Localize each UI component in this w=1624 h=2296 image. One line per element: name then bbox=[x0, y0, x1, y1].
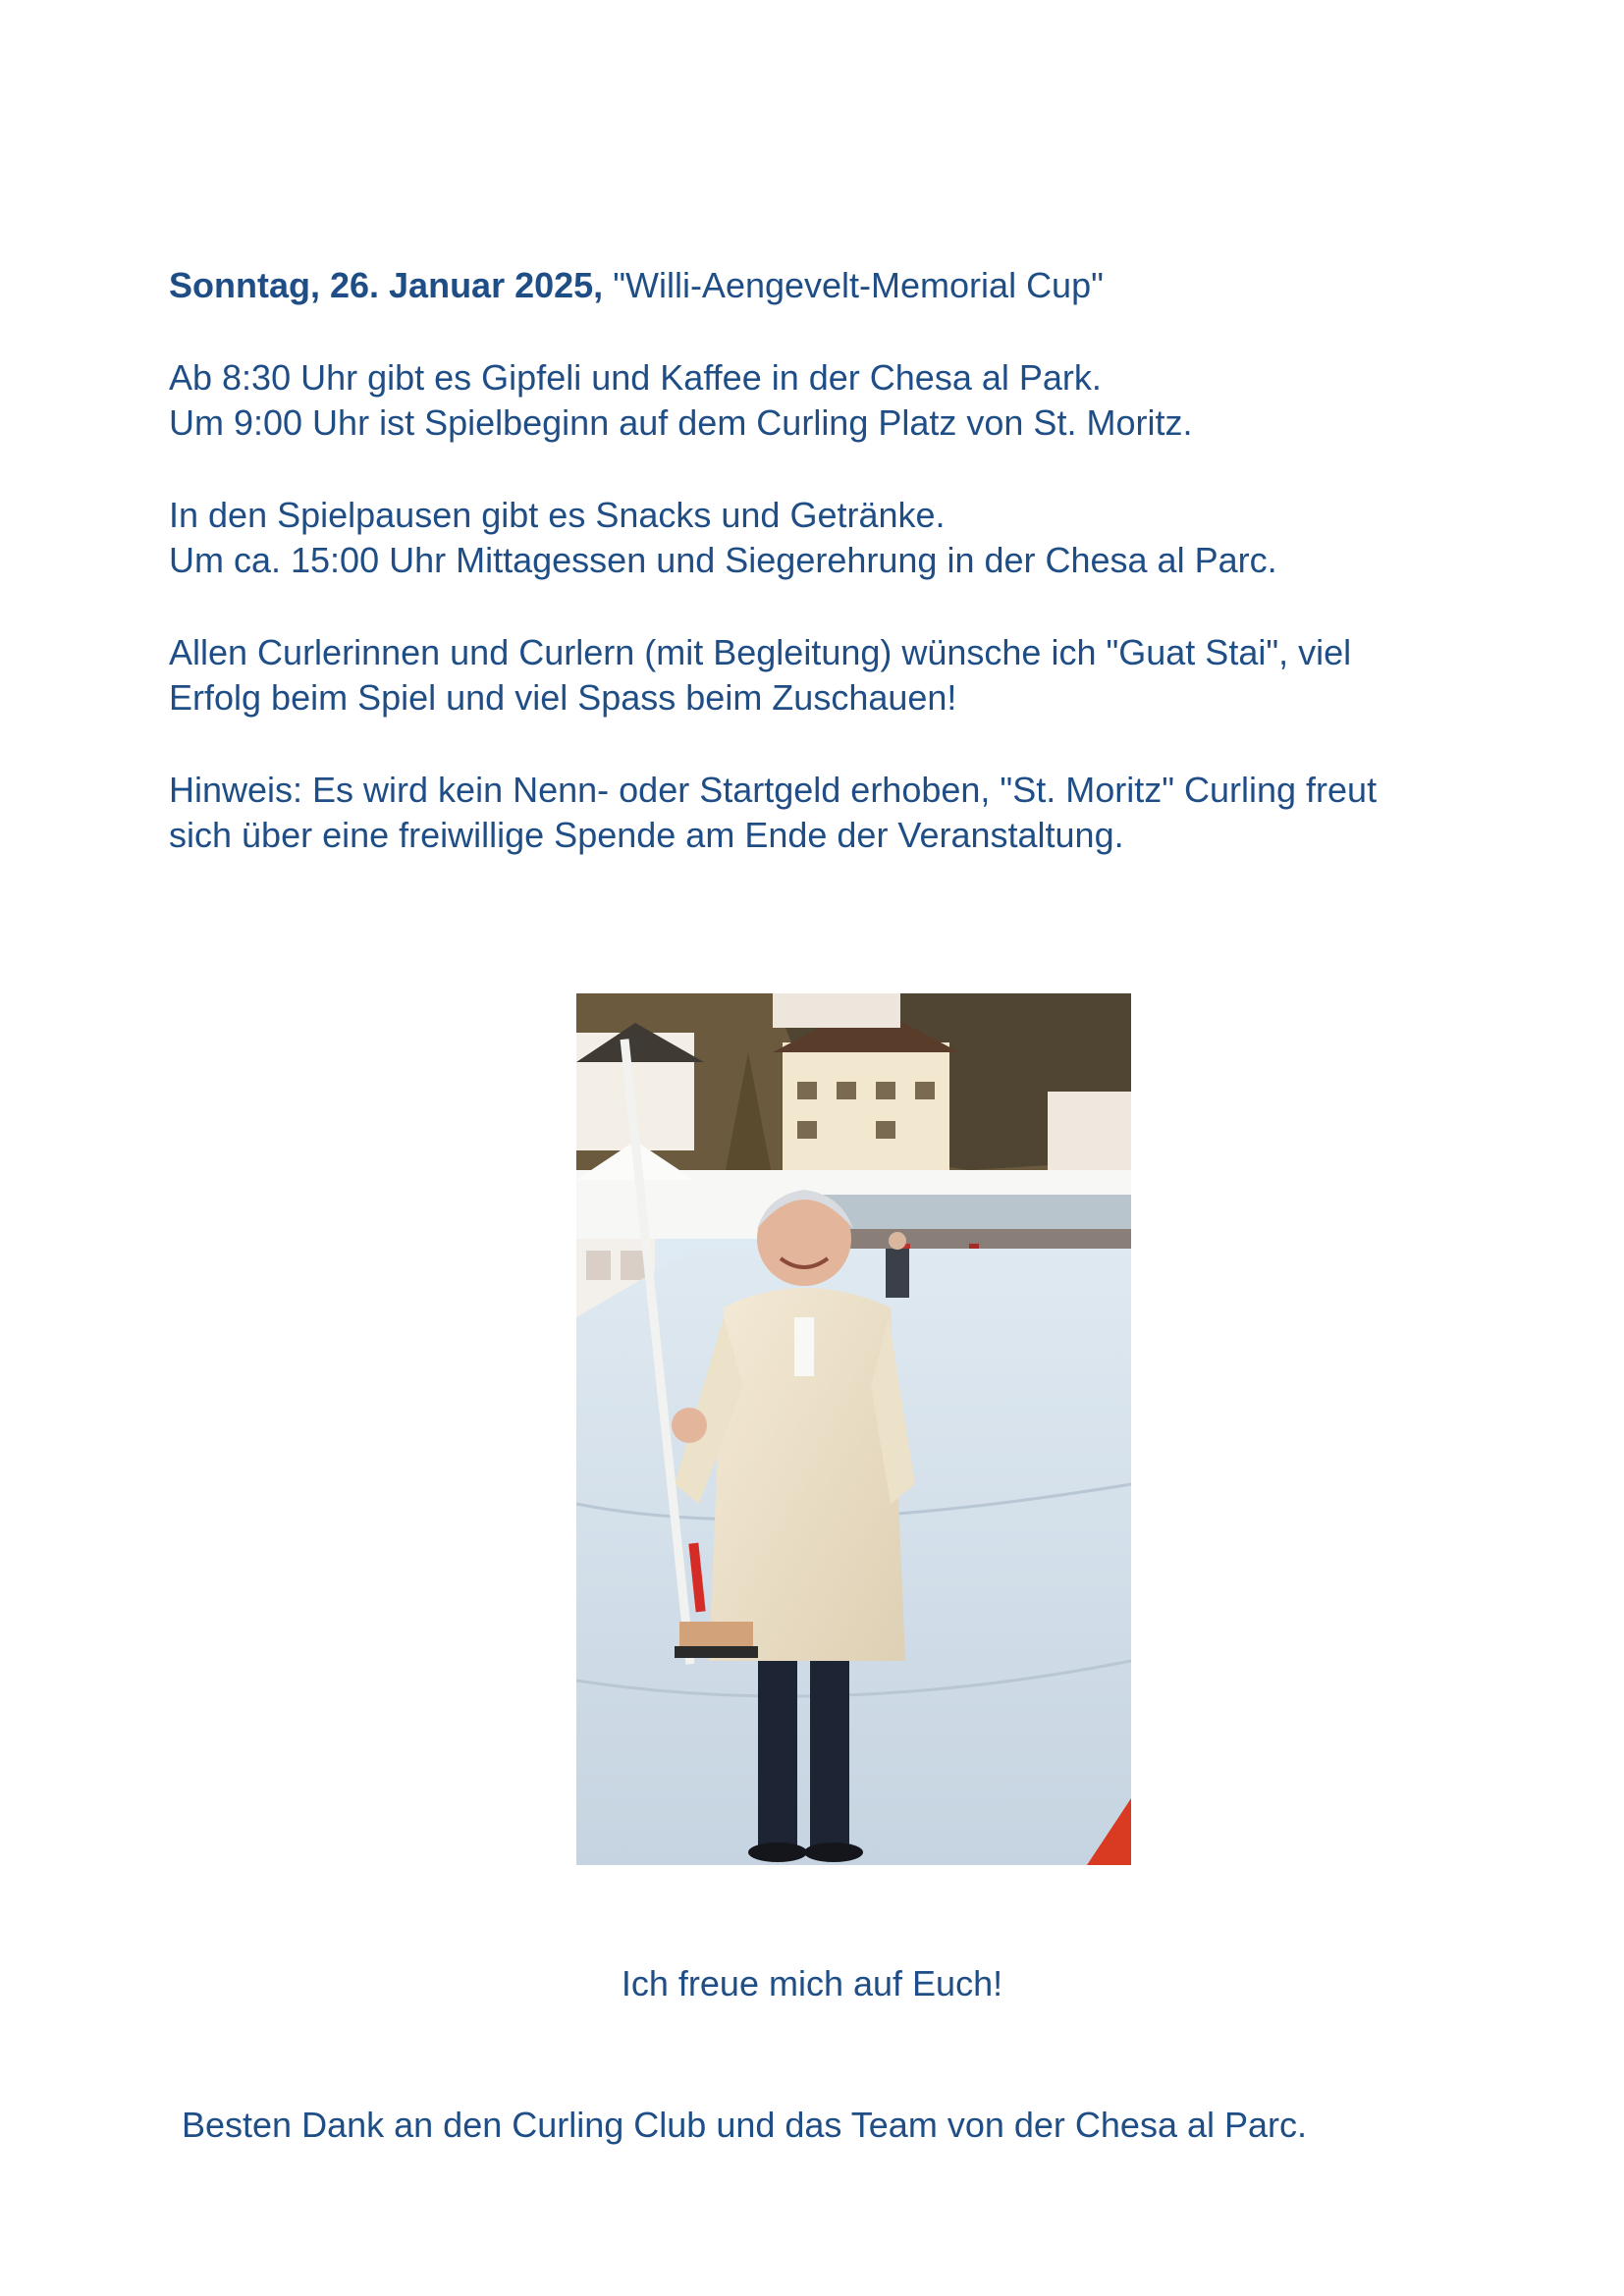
breaks-paragraph bbox=[169, 493, 1485, 583]
schedule-line-2: Um 9:00 Uhr ist Spielbeginn auf dem Curling Platz von St. Moritz. bbox=[169, 402, 1193, 443]
greeting-line-1: Allen Curlerinnen und Curlern (mit Begleitung) wünsche ich "Guat Stai", viel bbox=[169, 632, 1352, 672]
thanks-line: Besten Dank an den Curling Club und das Team von der Chesa al Parc. bbox=[182, 2105, 1308, 2145]
closing-line: Ich freue mich auf Euch! bbox=[621, 1963, 1003, 2003]
note-line-2: sich über eine freiwillige Spende am Ende der Veranstaltung. bbox=[169, 815, 1124, 855]
schedule-line-1: Ab 8:30 Uhr gibt es Gipfeli und Kaffee in der Chesa al Park. bbox=[169, 357, 1102, 398]
event-name: "Willi-Aengevelt-Memorial Cup" bbox=[603, 265, 1104, 305]
curler-photo bbox=[576, 993, 1131, 1865]
breaks-line-1: In den Spielpausen gibt es Snacks und Getränke. bbox=[169, 495, 946, 535]
greeting-paragraph bbox=[169, 630, 1485, 721]
event-heading bbox=[169, 263, 1485, 308]
greeting-line-2: Erfolg beim Spiel und viel Spass beim Zuschauen! bbox=[169, 677, 957, 718]
note-paragraph bbox=[169, 768, 1485, 858]
note-line-1: Hinweis: Es wird kein Nenn- oder Startgeld erhoben, "St. Moritz" Curling freut bbox=[169, 770, 1378, 810]
schedule-paragraph bbox=[169, 355, 1485, 446]
breaks-line-2: Um ca. 15:00 Uhr Mittagessen und Siegerehrung in der Chesa al Parc. bbox=[169, 540, 1277, 580]
event-date: Sonntag, 26. Januar 2025, bbox=[169, 265, 604, 305]
curling-rink-illustration bbox=[576, 993, 1131, 1865]
